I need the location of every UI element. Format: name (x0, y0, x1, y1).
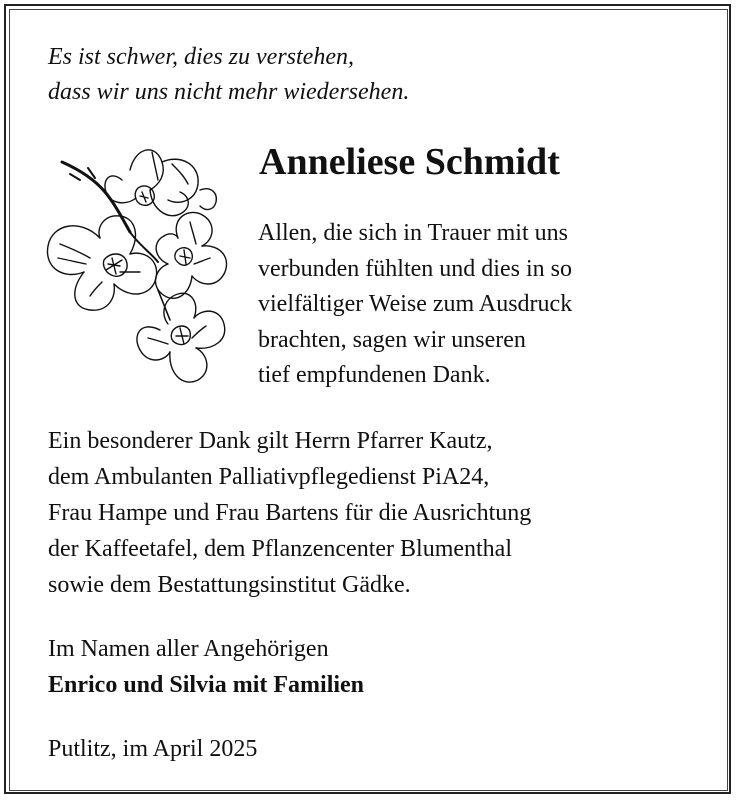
thanks-line: tief empfundenen Dank. (258, 362, 491, 388)
special-thanks-line: sowie dem Bestattungsinstitut Gädke. (48, 572, 411, 598)
special-thanks-line: Frau Hampe und Frau Bartens für die Ausrichtung (48, 500, 532, 526)
orchid-icon (40, 140, 245, 395)
family-names: Enrico und Silvia mit Familien (48, 672, 365, 698)
special-thanks-line: Ein besonderer Dank gilt Herrn Pfarrer Kautz, (48, 428, 493, 454)
special-thanks-paragraph (48, 423, 531, 603)
quote-line-2: dass wir uns nicht mehr wiedersehen. (48, 79, 410, 105)
quote-line-1: Es ist schwer, dies zu verstehen, (48, 44, 354, 70)
special-thanks-line: der Kaffeetafel, dem Pflanzencenter Blumenthal (48, 536, 513, 562)
thanks-line: Allen, die sich in Trauer mit uns (258, 220, 568, 246)
deceased-name: Anneliese Schmidt (259, 141, 560, 183)
thanks-paragraph (258, 216, 572, 394)
thanks-line: brachten, sagen wir unseren (258, 326, 526, 353)
signoff-intro: Im Namen aller Angehörigen (48, 636, 329, 662)
thanks-line: verbunden fühlten und dies in so (258, 255, 572, 282)
thanks-line: vielfältiger Weise zum Ausdruck (258, 291, 573, 317)
memorial-quote (48, 40, 409, 110)
place-date: Putlitz, im April 2025 (48, 736, 258, 762)
special-thanks-line: dem Ambulanten Palliativpflegedienst PiA24, (48, 464, 490, 490)
